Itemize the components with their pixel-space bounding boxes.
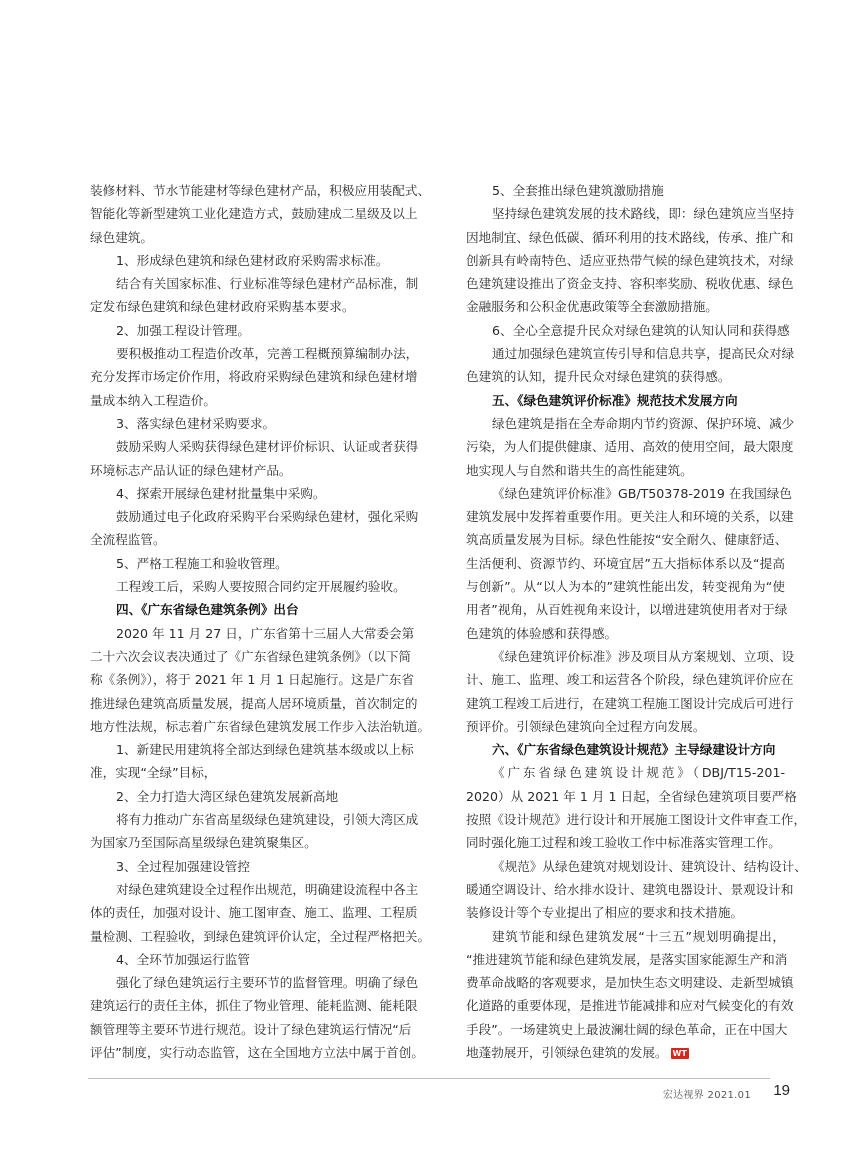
line-text: 全流程监管。: [90, 532, 166, 548]
text-line: [466, 715, 785, 738]
text-line: [90, 179, 431, 202]
text-line: [90, 295, 406, 318]
line-text: 地方性法规，标志着广东省绿色建筑发展工作步入法治轨道。: [90, 718, 431, 734]
line-text: 建筑发展中发挥着重要作用。更关注人和环境的关系，以建: [466, 509, 794, 525]
text-line: [90, 901, 418, 924]
line-text: 5、全套推出绿色建筑激励措施: [492, 183, 664, 198]
line-text: 1、新建民用建筑将全部达到绿色建筑基本级或以上标: [116, 742, 414, 758]
line-text: 《绿色建筑评价标准》涉及项目从方案规划、立项、设: [492, 648, 795, 664]
text-line: [90, 971, 419, 994]
text-line: [466, 925, 785, 948]
line-text: 结合有关国家标准、行业标准等绿色建材产品标准，制: [116, 276, 419, 292]
line-text: 量检测、工程验收，到绿色建筑评价认定，全过程严格把关。: [90, 928, 431, 944]
text-line: [90, 738, 414, 761]
section-heading: [90, 598, 406, 621]
text-line: [90, 389, 406, 412]
line-text: 称《条例》），将于 2021 年 1 月 1 日起施行。这是广东省: [90, 672, 414, 688]
text-line: [466, 575, 785, 598]
text-line: [90, 342, 419, 365]
text-line: [466, 249, 794, 272]
text-line: [90, 249, 406, 272]
text-line: [90, 994, 418, 1017]
text-line: [466, 459, 785, 482]
text-line: [90, 878, 419, 901]
section-heading: [466, 738, 785, 761]
section-heading: [466, 389, 785, 412]
line-text: 坚持绿色建筑发展的技术路线，即：绿色建筑应当坚持: [492, 206, 795, 222]
line-text: 2、加强工程设计管理。: [116, 322, 250, 338]
line-text: 地实现人与自然和谐共生的高性能建筑。: [466, 462, 693, 478]
line-text: 色建筑的认知，提升民众对绿色建筑的获得感。: [466, 369, 731, 385]
text-line: [466, 505, 794, 528]
line-text: 鼓励采购人采购获得绿色建材评价标识、认证或者获得: [116, 439, 419, 455]
line-text: 1、形成绿色建筑和绿色建材政府采购需求标准。: [116, 252, 389, 268]
text-line: [466, 295, 785, 318]
text-line: [466, 598, 788, 621]
line-text: 创新具有岭南特色、适应亚热带气候的绿色建筑技术，对绿: [466, 252, 794, 268]
line-text: 装修材料、节水节能建材等绿色建材产品，积极应用装配式、: [90, 183, 431, 198]
text-line: [90, 668, 414, 691]
text-line: [90, 575, 406, 598]
line-text: 装修设计等个专业提出了相应的要求和技术措施。: [466, 905, 744, 921]
text-line: [466, 435, 794, 458]
line-text: 量成本纳入工程造价。: [90, 392, 216, 408]
text-line: [90, 272, 419, 295]
text-line: [90, 226, 406, 249]
text-line: [466, 645, 795, 668]
line-text: 预评价。引领绿色建筑向全过程方向发展。: [466, 718, 706, 734]
text-line: [90, 552, 406, 575]
text-line: [90, 319, 406, 342]
text-line: [466, 365, 785, 388]
text-line: [90, 459, 406, 482]
line-text: 定发布绿色建筑和绿色建材政府采购基本要求。: [90, 299, 355, 315]
text-line: [90, 202, 418, 225]
line-text: 《广东省绿色建筑设计规范》（DBJ/T15-201-: [492, 765, 785, 781]
text-line: [466, 808, 807, 831]
line-text: 建筑运行的责任主体，抓住了物业管理、能耗监测、能耗限: [90, 998, 418, 1014]
text-line: [466, 831, 785, 854]
text-line: [466, 878, 794, 901]
line-text: 筑高质量发展为目标。绿色性能按“安全耐久、健康舒适、: [466, 532, 788, 548]
line-text: 建筑工程竣工后进行，在建筑工程施工图设计完成后可进行: [466, 695, 794, 711]
line-text: 地蓬勃展开，引领绿色建筑的发展。: [466, 1044, 668, 1060]
line-text: 四、《广东省绿色建筑条例》出台: [116, 602, 299, 618]
text-line: [466, 692, 794, 715]
text-line: [90, 435, 419, 458]
text-line: [90, 482, 406, 505]
footer-publication: 宏达视界 2021.01: [662, 1090, 751, 1101]
line-text: 用者”视角，从百姓视角来设计，以增进建筑使用者对于绿: [466, 602, 788, 618]
line-text: 6、全心全意提升民众对绿色建筑的认知认同和获得感: [492, 322, 790, 338]
text-line: [466, 482, 792, 505]
text-line: [90, 1041, 424, 1064]
line-text: 绿色建筑。: [90, 229, 153, 245]
text-line: [466, 179, 785, 202]
line-text: 推进绿色建筑高质量发展，提高人居环境质量，首次制定的: [90, 695, 418, 711]
line-text: 金融服务和公积金优惠政策等全套激励措施。: [466, 299, 718, 315]
text-line: [466, 319, 790, 342]
text-line: [466, 855, 807, 878]
line-text: 同时强化施工过程和竣工验收工作中标准落实管理工作。: [466, 835, 781, 851]
line-text: 《规范》从绿色建筑对规划设计、建筑设计、结构设计、: [492, 858, 807, 874]
text-line: [466, 761, 785, 784]
line-text: 准，实现“全绿”目标，: [90, 765, 217, 781]
text-line: [90, 715, 431, 738]
line-text: 暖通空调设计、给水排水设计、建筑电器设计、景观设计和: [466, 881, 794, 897]
line-text: 五、《绿色建筑评价标准》规范技术发展方向: [492, 392, 738, 408]
line-text: 六、《广东省绿色建筑设计规范》主导绿建设计方向: [492, 742, 776, 758]
text-line: [466, 342, 795, 365]
line-text: 5、严格工程施工和验收管理。: [116, 555, 288, 571]
line-text: 要积极推动工程造价改革，完善工程概预算编制办法，: [116, 346, 419, 362]
footer-rule: [88, 1078, 770, 1079]
line-text: 体的责任，加强对设计、施工图审查、施工、监理、工程质: [90, 905, 418, 921]
text-line: [466, 971, 794, 994]
line-text: 计、施工、监理、竣工和运营各个阶段，绿色建筑评价应在: [466, 672, 794, 688]
line-text: 2、全力打造大湾区绿色建筑发展新高地: [116, 788, 339, 804]
text-line: [466, 785, 797, 808]
line-text: 工程竣工后，采购人要按照合同约定开展履约验收。: [116, 579, 406, 595]
line-text: 环境标志产品认证的绿色建材产品。: [90, 462, 292, 478]
page-number: 19: [773, 1082, 790, 1099]
text-line: [90, 785, 406, 808]
text-line: [90, 855, 406, 878]
text-line: [90, 365, 418, 388]
text-line: [466, 1041, 785, 1064]
line-text: “推进建筑节能和绿色建筑发展，是落实国家能源生产和消: [466, 951, 788, 967]
line-text: 通过加强绿色建筑宣传引导和信息共享，提高民众对绿: [492, 346, 795, 362]
line-text: 对绿色建筑建设全过程作出规范，明确建设流程中各主: [116, 881, 419, 897]
left-column: [90, 179, 431, 1064]
line-text: 手段”。一场建筑史上最波澜壮阔的绿色革命，正在中国大: [466, 1021, 788, 1037]
text-line: [90, 528, 406, 551]
text-line: [90, 622, 415, 645]
line-text: 强化了绿色建筑运行主要环节的监督管理。明确了绿色: [116, 975, 419, 991]
line-text: 4、探索开展绿色建材批量集中采购。: [116, 485, 326, 501]
line-text: 绿色建筑是指在全寿命期内节约资源、保护环境、减少: [492, 415, 795, 431]
text-line: [466, 668, 794, 691]
line-text: 2020 年 11 月 27 日，广东省第十三届人大常委会第: [116, 625, 415, 641]
line-text: 色建筑建设推出了资金支持、容积率奖励、税收优惠、绿色: [466, 276, 794, 292]
line-text: 与创新”。从“以人为本的”建筑性能出发，转变视角为“使: [466, 579, 785, 595]
text-line: [90, 645, 412, 668]
text-line: [90, 412, 406, 435]
text-line: [90, 505, 419, 528]
line-text: 费革命战略的客观要求，是加快生态文明建设、走新型城镇: [466, 975, 794, 991]
line-text: 评估”制度，实行动态监管，这在全国地方立法中属于首创。: [90, 1044, 424, 1060]
text-line: [90, 831, 406, 854]
line-text: 充分发挥市场定价作用，将政府采购绿色建筑和绿色建材增: [90, 369, 418, 385]
line-text: 将有力推动广东省高星级绿色建筑建设，引领大湾区成: [116, 812, 419, 828]
text-line: [90, 692, 418, 715]
text-line: [90, 808, 419, 831]
line-text: 化道路的重要体现，是推进节能减排和应对气候变化的有效: [466, 998, 794, 1014]
text-line: [466, 528, 788, 551]
line-text: 建筑节能和绿色建筑发展“十三五”规划明确提出，: [492, 928, 785, 944]
line-text: 污染，为人们提供健康、适用、高效的使用空间，最大限度: [466, 439, 794, 455]
line-text: 色建筑的体验感和获得感。: [466, 625, 618, 641]
line-text: 为国家乃至国际高星级绿色建筑聚集区。: [90, 835, 317, 851]
text-line: [466, 226, 794, 249]
line-text: 智能化等新型建筑工业化建造方式，鼓励建成二星级及以上: [90, 206, 418, 222]
text-line: [466, 901, 785, 924]
end-mark-badge: WT: [672, 1048, 687, 1058]
text-line: [466, 994, 794, 1017]
line-text: 2020）从 2021 年 1 月 1 日起，全省绿色建筑项目要严格: [466, 788, 797, 804]
line-text: 额管理等主要环节进行规范。设计了绿色建筑运行情况“后: [90, 1021, 412, 1037]
line-text: 鼓励通过电子化政府采购平台采购绿色建材，强化采购: [116, 509, 419, 525]
text-line: [466, 272, 794, 295]
text-line: [466, 552, 785, 575]
text-line: [90, 948, 406, 971]
text-line: [466, 1018, 788, 1041]
text-line: [90, 761, 406, 784]
line-text: 3、落实绿色建材采购要求。: [116, 415, 276, 431]
text-line: [466, 412, 795, 435]
line-text: 因地制宜、绿色低碳、循环利用的技术路线，传承、推广和: [466, 229, 794, 245]
text-line: [466, 948, 788, 971]
line-text: 4、全环节加强运行监管: [116, 951, 250, 967]
line-text: 《绿色建筑评价标准》GB/T50378-2019 在我国绿色: [492, 485, 792, 501]
text-line: [466, 202, 795, 225]
right-column: [466, 179, 807, 1064]
text-line: [90, 1018, 412, 1041]
line-text: 二十六次会议表决通过了《广东省绿色建筑条例》（以下简: [90, 648, 412, 664]
text-line: [466, 622, 785, 645]
line-text: 按照《设计规范》进行设计和开展施工图设计文件审查工作，: [466, 812, 807, 828]
line-text: 3、全过程加强建设管控: [116, 858, 250, 874]
line-text: 生活便利、资源节约、环境宜居”五大指标体系以及“提高: [466, 555, 785, 571]
text-line: [90, 925, 431, 948]
